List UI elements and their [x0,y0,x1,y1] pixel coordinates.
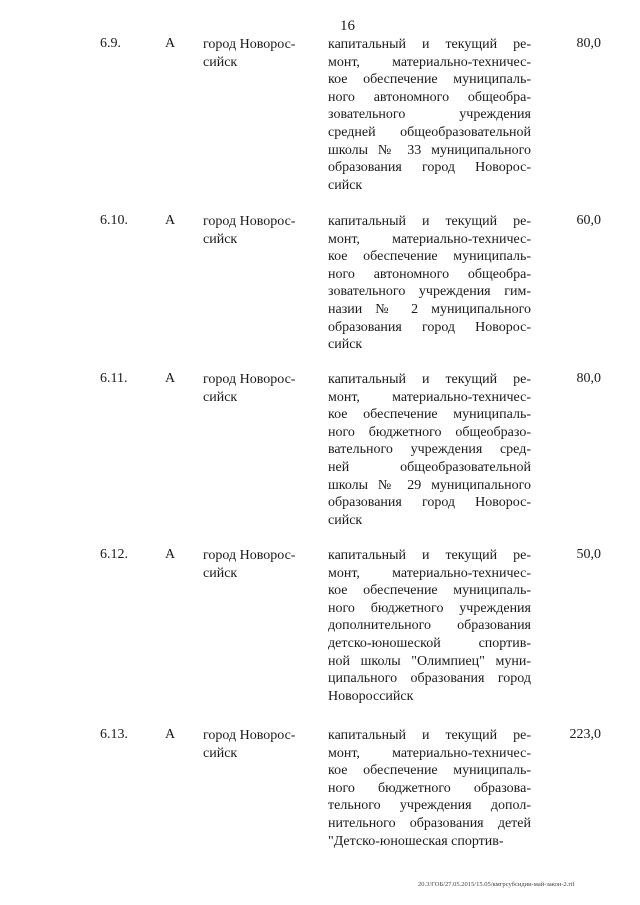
page-number: 16 [340,18,355,34]
description-line: капитальный и текущий ре- [328,548,531,563]
description-line: ципального образования город [328,671,531,687]
city-line: город Новорос- [203,372,296,387]
description-line: школы № 33 муниципального [328,142,531,158]
row-description [328,213,531,354]
description-line: средней общеобразовательной [328,124,531,140]
row-number: 6.13. [100,727,128,742]
row-number: 6.11. [100,371,128,386]
description-line: Новороссийск [328,688,414,704]
city-line: сийск [203,389,238,405]
description-line: дополнительного образования [328,618,531,634]
row-city [203,213,313,248]
description-line: капитальный и текущий ре- [328,37,531,52]
description-line: монт, материально-техничес- [328,745,531,761]
row-amount: 80,0 [576,36,601,51]
description-line: образования город Новорос- [328,160,531,176]
city-line: сийск [203,745,238,761]
description-line: кое обеспечение муниципаль- [328,407,531,423]
description-line: ного бюджетного общеобразо- [328,424,531,440]
description-line: ней общеобразовательной [328,459,531,475]
description-line: ного автономного общеобра- [328,266,531,282]
row-description [328,371,531,529]
row-city [203,547,313,582]
description-line: тельного учреждения допол- [328,798,531,814]
row-number: 6.9. [100,36,121,51]
row-city [203,36,313,71]
description-line: капитальный и текущий ре- [328,372,531,387]
description-line: капитальный и текущий ре- [328,214,531,229]
description-line: детско-юношеской спортив- [328,635,531,651]
description-line: кое обеспечение муниципаль- [328,763,531,779]
description-line: "Детско-юношеская спортив- [328,833,504,849]
description-line: капитальный и текущий ре- [328,728,531,743]
description-line: кое обеспечение муниципаль- [328,249,531,265]
row-category: А [165,213,176,228]
description-line: назии № 2 муниципального [328,301,531,317]
description-line: зовательного учреждения [328,107,531,123]
row-amount: 223,0 [569,727,601,742]
row-amount: 50,0 [576,547,601,562]
city-line: город Новорос- [203,214,296,229]
description-line: вательного учреждения сред- [328,442,531,458]
row-description [328,36,531,194]
row-amount: 60,0 [576,213,601,228]
description-line: школы № 29 муниципального [328,477,531,493]
description-line: кое обеспечение муниципаль- [328,583,531,599]
description-line: ного автономного общеобра- [328,89,531,105]
description-line: образования город Новорос- [328,495,531,511]
row-number: 6.10. [100,213,128,228]
description-line: ного бюджетного учреждения [328,600,531,616]
city-line: сийск [203,231,238,247]
row-category: А [165,727,176,742]
description-line: нительного образования детей [328,815,531,831]
description-line: ного бюджетного образова- [328,780,531,796]
city-line: город Новорос- [203,37,296,52]
description-line: сийск [328,177,363,193]
city-line: город Новорос- [203,728,296,743]
row-city [203,371,313,406]
description-line: сийск [328,337,363,353]
row-city [203,727,313,762]
description-line: образования город Новорос- [328,319,531,335]
row-category: А [165,371,176,386]
row-description [328,727,531,850]
row-number: 6.12. [100,547,128,562]
description-line: монт, материально-техничес- [328,389,531,405]
description-line: ной школы "Олимпиец" муни- [328,653,531,669]
row-amount: 80,0 [576,371,601,386]
row-description [328,547,531,705]
description-line: зовательного учреждения гим- [328,284,531,300]
description-line: кое обеспечение муниципаль- [328,72,531,88]
row-category: А [165,547,176,562]
footer-file-path: 20.3/ГОБ/27.05.2015/15.05/кмгрсубсидии-май-закон-2.rtf [418,881,575,888]
city-line: город Новорос- [203,548,296,563]
city-line: сийск [203,565,238,581]
description-line: монт, материально-техничес- [328,54,531,70]
city-line: сийск [203,54,238,70]
row-category: А [165,36,176,51]
description-line: сийск [328,512,363,528]
description-line: монт, материально-техничес- [328,231,531,247]
description-line: монт, материально-техничес- [328,565,531,581]
